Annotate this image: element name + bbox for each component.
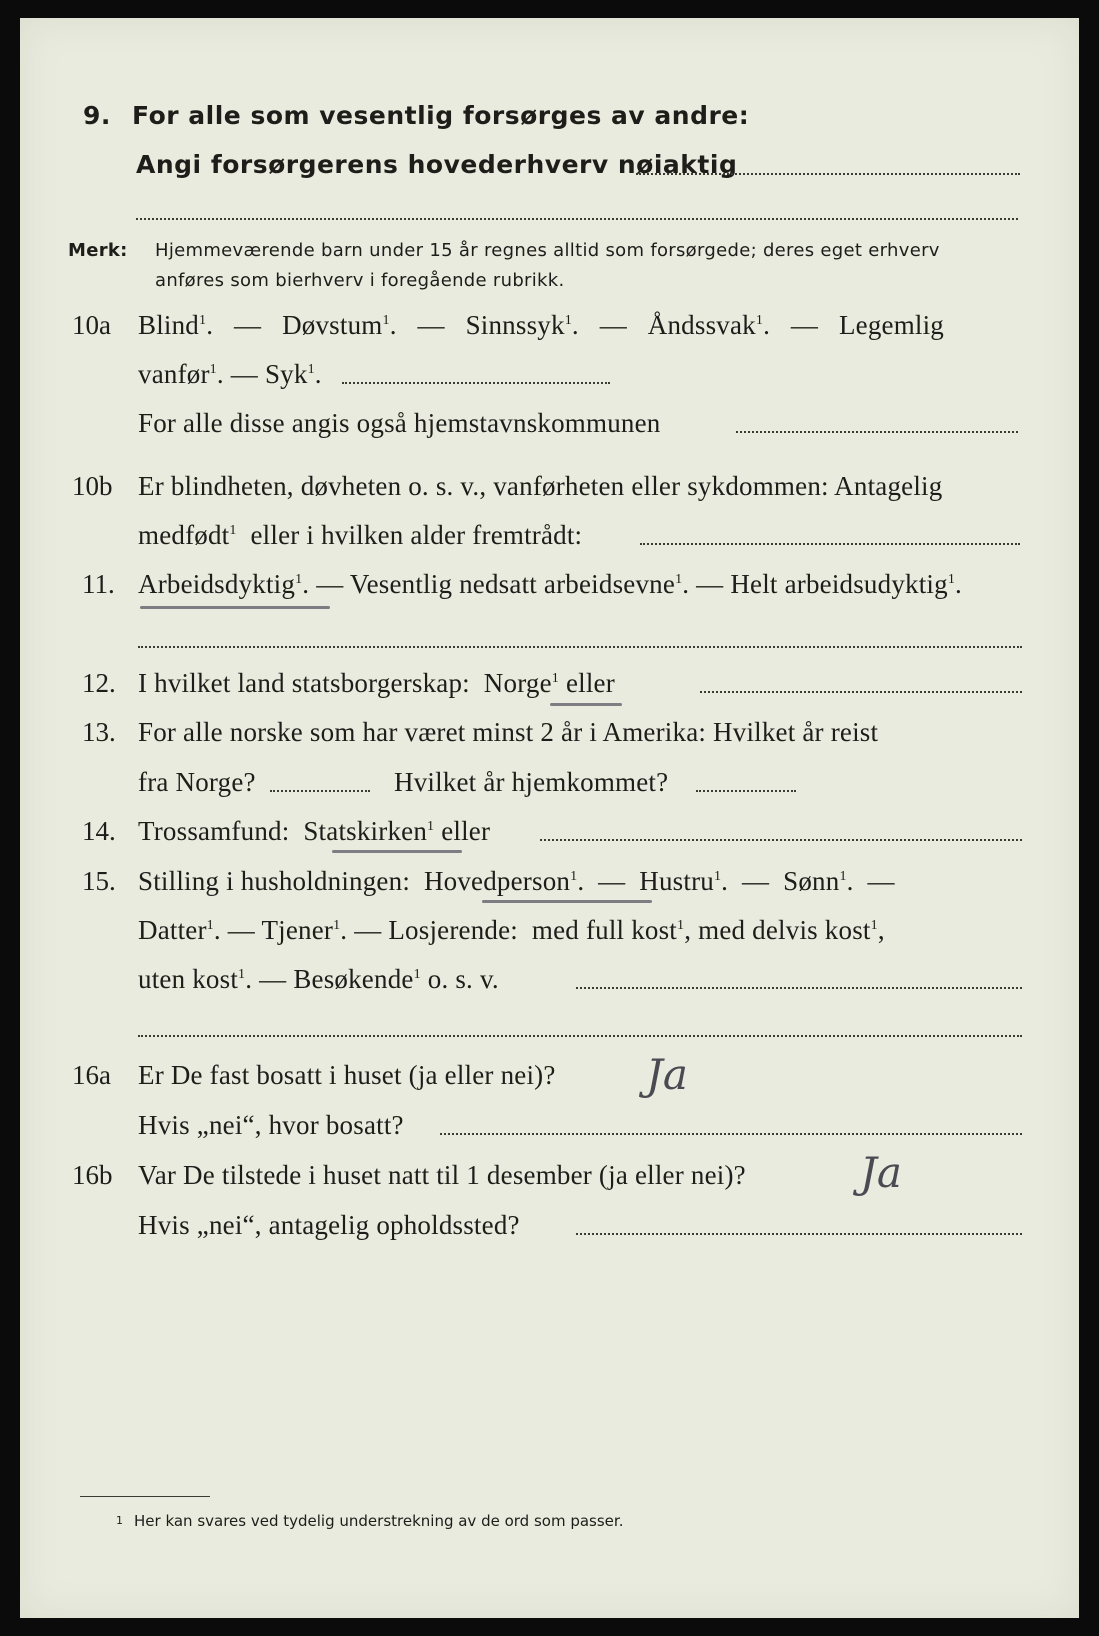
q15-answer-line-2[interactable] bbox=[138, 1035, 1022, 1037]
opt-vanfor[interactable]: vanfør bbox=[138, 359, 210, 389]
q12-eller: eller bbox=[565, 668, 615, 698]
opt-dovstum[interactable]: Døvstum bbox=[282, 310, 383, 340]
opt-legemlig[interactable]: Legemlig bbox=[838, 310, 945, 340]
q13-hjemkommet-line[interactable] bbox=[696, 790, 796, 792]
q15-answer-line[interactable] bbox=[576, 987, 1022, 989]
q10a-answer-line[interactable] bbox=[342, 382, 610, 384]
q16b-followup: Hvis „nei“, antagelig opholdssted? bbox=[138, 1210, 520, 1240]
opt-statskirken[interactable]: Statskirken bbox=[303, 816, 428, 846]
q10b-line-2: medfødt$^1$ eller i hvilken alder fremtrådt: bbox=[138, 520, 583, 550]
q13-reist-line[interactable] bbox=[270, 790, 370, 792]
opt-sinnssyk[interactable]: Sinnssyk bbox=[465, 310, 565, 340]
q14-line: Trossamfund: Statskirken$^1$ eller bbox=[138, 816, 491, 846]
underline-hovedperson bbox=[482, 900, 652, 903]
q10b-answer-line[interactable] bbox=[640, 543, 1020, 545]
q16a-question: Er De fast bosatt i huset (ja eller nei)? bbox=[138, 1060, 556, 1090]
q10a-hjemstavn: For alle disse angis også hjemstavnskommunen bbox=[138, 408, 661, 438]
opt-tjener[interactable]: Tjener bbox=[261, 915, 334, 945]
q11-number: 11. bbox=[82, 569, 115, 599]
q16a-followup: Hvis „nei“, hvor bosatt? bbox=[138, 1110, 404, 1140]
q13-reist: fra Norge? bbox=[138, 767, 256, 797]
q14-number: 14. bbox=[82, 816, 116, 846]
merk-label: Merk: bbox=[68, 240, 128, 261]
q12-number: 12. bbox=[82, 668, 116, 698]
q14-eller: eller bbox=[441, 816, 491, 846]
opt-besokende[interactable]: Besøkende bbox=[293, 964, 414, 994]
opt-full-kost[interactable]: med full kost bbox=[531, 915, 678, 945]
q15-losjerende: Losjerende: bbox=[388, 915, 519, 945]
q14-text: Trossamfund: bbox=[138, 816, 290, 846]
merk-line-1: Hjemmeværende barn under 15 år regnes alltid som forsørgede; deres eget erhverv bbox=[155, 240, 940, 261]
q13-line-1: For alle norske som har været minst 2 år i Amerika: Hvilket år reist bbox=[138, 717, 879, 747]
underline-norge bbox=[550, 703, 622, 706]
opt-medfodt[interactable]: medfødt bbox=[138, 520, 230, 550]
q15-line-2: Datter$^1$. — Tjener$^1$. — Losjerende: med full kost$^1$, med delvis kost$^1$, bbox=[138, 915, 885, 945]
opt-andssvak[interactable]: Åndssvak bbox=[647, 310, 756, 340]
q9-answer-line-2[interactable] bbox=[136, 218, 1018, 220]
opt-uten-kost[interactable]: uten kost bbox=[138, 964, 239, 994]
q10a-number: 10a bbox=[72, 310, 111, 340]
opt-syk[interactable]: Syk bbox=[264, 359, 308, 389]
opt-arbeidsdyktig[interactable]: Arbeidsdyktig bbox=[138, 569, 296, 599]
q15-osv: o. s. v. bbox=[427, 964, 499, 994]
q15-number: 15. bbox=[82, 866, 116, 896]
q12-text: I hvilket land statsborgerskap: bbox=[138, 668, 470, 698]
opt-blind[interactable]: Blind bbox=[138, 310, 200, 340]
q15-text: Stilling i husholdningen: bbox=[138, 866, 411, 896]
footnote-divider bbox=[80, 1496, 210, 1497]
q11-answer-line[interactable] bbox=[138, 646, 1022, 648]
q10b-line-1: Er blindheten, døvheten o. s. v., vanførheten eller sykdommen: Antagelig bbox=[138, 471, 943, 501]
q16a-number: 16a bbox=[72, 1060, 111, 1090]
q16b-question: Var De tilstede i huset natt til 1 desember (ja eller nei)? bbox=[138, 1160, 746, 1190]
q10b-number: 10b bbox=[72, 471, 113, 501]
underline-statskirken bbox=[332, 850, 462, 853]
q12-answer-line[interactable] bbox=[700, 691, 1022, 693]
footnote-text: Her kan svares ved tydelig understrekning av de ord som passer. bbox=[134, 1512, 624, 1530]
q15-line-1: Stilling i husholdningen: Hovedperson$^1$. — Hustru$^1$. — Sønn$^1$. — bbox=[138, 866, 895, 896]
q13-number: 13. bbox=[82, 717, 116, 747]
q10a-options-line-2: vanfør$^1$. — Syk$^1$. bbox=[138, 359, 322, 389]
opt-delvis-kost[interactable]: med delvis kost bbox=[698, 915, 871, 945]
opt-hovedperson[interactable]: Hovedperson bbox=[423, 866, 571, 896]
opt-vesentlig-nedsatt[interactable]: Vesentlig nedsatt arbeidsevne bbox=[349, 569, 676, 599]
q15-line-3: uten kost$^1$. — Besøkende$^1$ o. s. v. bbox=[138, 964, 499, 994]
opt-sonn[interactable]: Sønn bbox=[783, 866, 840, 896]
q16b-number: 16b bbox=[72, 1160, 113, 1190]
census-form-page bbox=[20, 18, 1079, 1618]
merk-line-2: anføres som bierhverv i foregående rubrikk. bbox=[155, 270, 565, 291]
q14-answer-line[interactable] bbox=[540, 839, 1022, 841]
opt-norge[interactable]: Norge bbox=[483, 668, 552, 698]
q10a-hjemstavn-line[interactable] bbox=[736, 431, 1018, 433]
q16a-answer-line[interactable] bbox=[440, 1133, 1022, 1135]
q11-options: Arbeidsdyktig$^1$. — Vesentlig nedsatt arbeidsevne$^1$. — Helt arbeidsudyktig$^1$. bbox=[138, 569, 962, 599]
q16b-answer-line[interactable] bbox=[576, 1233, 1022, 1235]
opt-helt-arbeidsudyktig[interactable]: Helt arbeidsudyktig bbox=[730, 569, 948, 599]
footnote-mark: 1 bbox=[116, 1514, 123, 1527]
q9-number: 9. bbox=[83, 101, 111, 130]
q16a-handwritten-answer[interactable]: Ja bbox=[646, 1050, 688, 1099]
q13-hjemkommet: Hvilket år hjemkommet? bbox=[394, 767, 669, 797]
q9-heading: For alle som vesentlig forsørges av andre: bbox=[132, 101, 750, 130]
opt-hustru[interactable]: Hustru bbox=[639, 866, 714, 896]
q10b-line-2-rest: eller i hvilken alder fremtrådt: bbox=[250, 520, 583, 550]
q9-answer-line[interactable] bbox=[636, 173, 1020, 175]
q16b-handwritten-answer[interactable]: Ja bbox=[860, 1148, 902, 1197]
q10a-options-line-1: Blind$^1$. — Døvstum$^1$. — Sinnssyk$^1$. — Åndssvak$^1$. — Legemlig bbox=[138, 310, 945, 340]
underline-arbeidsdyktig bbox=[140, 606, 330, 609]
q12-line: I hvilket land statsborgerskap: Norge$^1$ eller bbox=[138, 668, 615, 698]
opt-datter[interactable]: Datter bbox=[138, 915, 207, 945]
q9-prompt: Angi forsørgerens hovederhverv nøiaktig bbox=[136, 150, 738, 179]
